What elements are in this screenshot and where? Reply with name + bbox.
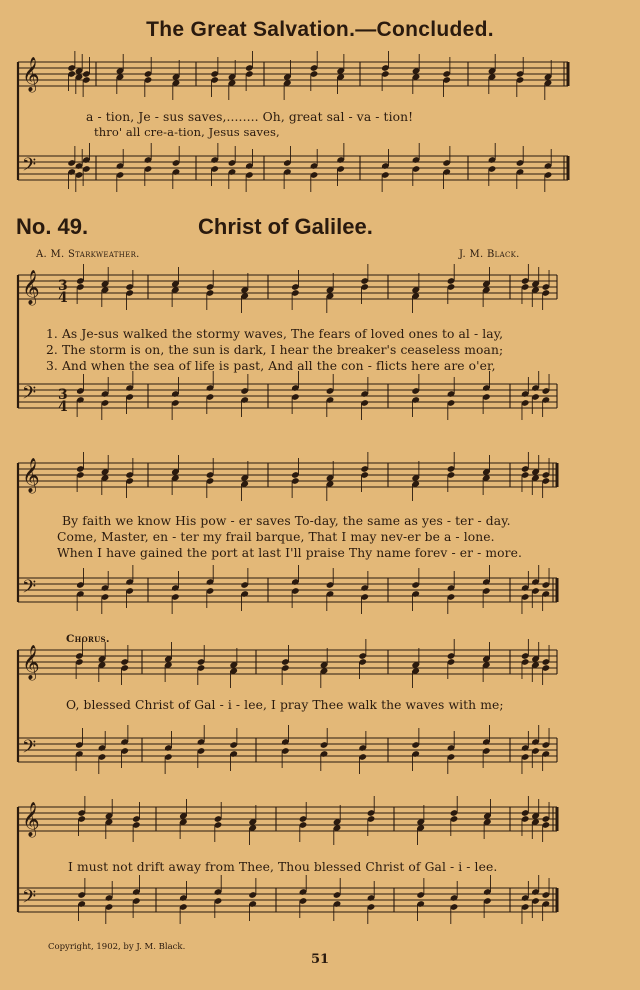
treble-clef-icon: 𝄞 (22, 57, 40, 92)
chorus-label: Chorus. (66, 633, 110, 645)
hymn-title: Christ of Galilee. (198, 214, 373, 239)
verse-2-line: 2. The storm is on, the sun is dark, I hear the breaker's ceaseless moan; (46, 343, 504, 357)
chorus-lyric-line: O, blessed Christ of Gal - i - lee, I pray Thee walk the waves with me; (66, 698, 504, 712)
bass-clef-icon: 𝄢 (22, 737, 37, 762)
page-number: 51 (310, 952, 330, 967)
lyric-line: a - tion, Je - sus saves,........ Oh, great sal - va - tion! (86, 110, 414, 124)
time-signature: 4 (58, 290, 68, 306)
bass-clef-icon: 𝄢 (22, 383, 37, 408)
verse-2-line: Come, Master, en - ter my frail barque, That I may nev-er be a - lone. (57, 530, 495, 544)
time-signature: 3 (58, 278, 68, 294)
treble-clef-icon: 𝄞 (22, 458, 40, 493)
bass-clef-icon: 𝄢 (22, 155, 37, 180)
bass-clef-icon: 𝄢 (22, 577, 37, 602)
verse-3-line: When I have gained the port at last I'll praise Thy name forev - er - more. (57, 546, 522, 560)
chorus-lyric-line: I must not drift away from Thee, Thou blessed Christ of Gal - i - lee. (68, 860, 498, 874)
page-title: The Great Salvation.—Concluded. (146, 18, 494, 41)
hymn-number: No. 49. (16, 214, 89, 239)
copyright-notice: Copyright, 1902, by J. M. Black. (48, 942, 186, 952)
time-signature: 4 (58, 399, 68, 415)
time-signature: 3 (58, 387, 68, 403)
treble-clef-icon: 𝄞 (22, 645, 40, 680)
verse-1-line: 1. As Je-sus walked the stormy waves, The fears of loved ones to al - lay, (46, 327, 504, 341)
verse-3-line: 3. And when the sea of life is past, And all the con - flicts here are o'er, (46, 359, 496, 373)
author-credit: A. M. Starkweather. (36, 249, 140, 260)
treble-clef-icon: 𝄞 (22, 270, 40, 305)
treble-clef-icon: 𝄞 (22, 802, 40, 837)
verse-1-line: By faith we know His pow - er saves To-day, the same as yes - ter - day. (62, 514, 511, 528)
composer-credit: J. M. Black. (459, 249, 520, 260)
lyric-line: thro' all cre-a-tion, Jesus saves, (94, 125, 280, 139)
bass-clef-icon: 𝄢 (22, 887, 37, 912)
